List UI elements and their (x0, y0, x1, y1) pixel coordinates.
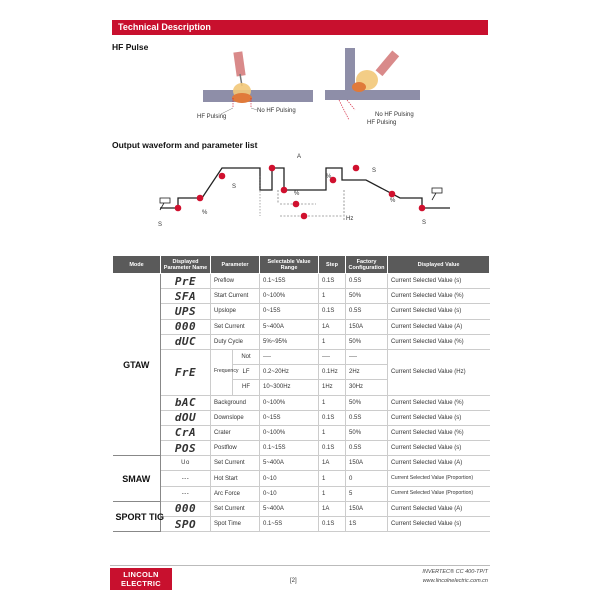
col-displayed-name: Displayed Parameter Name (161, 256, 211, 274)
output-waveform-diagram (150, 150, 460, 232)
step-cell: ---- (319, 349, 346, 364)
col-factory: Factory Configuration (346, 256, 388, 274)
table-row (113, 334, 490, 349)
table-row (113, 319, 490, 334)
marker-postflow (419, 205, 426, 212)
factory-cell: 0.5S (346, 441, 388, 456)
range-cell: 0~15S (260, 304, 319, 319)
wave-label-preflow-s: S (158, 222, 163, 228)
display-code: UPS (161, 304, 211, 319)
workpiece-horizontal (325, 90, 420, 100)
factory-cell: 0.5S (346, 410, 388, 425)
table-row (113, 456, 490, 471)
wave-label-duty-pct: % (294, 191, 300, 197)
marker-start-current (197, 195, 204, 202)
step-cell: 0.1S (319, 274, 346, 289)
displayed-value-cell: Current Selected Value (Proportion) (388, 486, 490, 501)
table-row (113, 349, 490, 364)
hf-pulse-title: HF Pulse (112, 42, 149, 52)
displayed-value-cell: Current Selected Value (Hz) (388, 349, 490, 395)
display-code: 000 (161, 319, 211, 334)
step-cell: 1 (319, 289, 346, 304)
range-cell: 5%~95% (260, 334, 319, 349)
factory-cell: 50% (346, 425, 388, 440)
step-cell: 1A (319, 319, 346, 334)
step-cell: 1 (319, 486, 346, 501)
marker-crater (389, 191, 396, 198)
factory-cell: 1S (346, 517, 388, 532)
col-displayed-value: Displayed Value (388, 256, 490, 274)
marker-set-current (269, 165, 276, 172)
factory-cell: 0.5S (346, 274, 388, 289)
parameter-name: Crater (211, 425, 260, 440)
range-cell: 0.1~15S (260, 274, 319, 289)
website-link[interactable]: www.lincolnelectric.com.cn (422, 578, 488, 584)
section-header-bar (112, 20, 488, 35)
display-code: dUC (161, 334, 211, 349)
displayed-value-cell: Current Selected Value (Proportion) (388, 471, 490, 486)
hf-pulse-diagram-flat (195, 46, 325, 132)
displayed-value-cell: Current Selected Value (s) (388, 441, 490, 456)
range-cell: 0~10 (260, 471, 319, 486)
display-code: POS (161, 441, 211, 456)
range-cell: 5~400A (260, 501, 319, 516)
parameter-name: Arc Force (211, 486, 260, 501)
parameter-name: Set Current (211, 501, 260, 516)
parameter-name: Set Current (211, 319, 260, 334)
parameter-name: Downslope (211, 410, 260, 425)
display-code: bAC (161, 395, 211, 410)
factory-cell: 50% (346, 334, 388, 349)
factory-cell: 0.5S (346, 304, 388, 319)
displayed-value-cell: Current Selected Value (s) (388, 517, 490, 532)
wave-label-a: A (297, 154, 302, 160)
parameter-name: Upslope (211, 304, 260, 319)
parameter-name: Postflow (211, 441, 260, 456)
frequency-sub-mode: HF (233, 380, 260, 395)
hf-pulsing-label-right: HF Pulsing (367, 120, 397, 126)
wave-label-upslope-s: S (232, 184, 237, 190)
parameter-table (112, 255, 490, 532)
parameter-name: Spot Time (211, 517, 260, 532)
torch-body (233, 51, 245, 76)
gas-valve-icon-end (432, 188, 442, 200)
factory-cell: 150A (346, 501, 388, 516)
lincoln-electric-logo (110, 568, 172, 590)
logo-line-2: ELECTRIC (121, 579, 161, 588)
wave-label-hz: Hz (346, 216, 354, 222)
range-cell: 0.1~5S (260, 517, 319, 532)
weld-pool-angled (352, 82, 366, 92)
step-cell: 0.1S (319, 304, 346, 319)
factory-cell: ---- (346, 349, 388, 364)
range-cell: 10~300Hz (260, 380, 319, 395)
page-number: [2] (290, 578, 297, 584)
factory-cell: 50% (346, 395, 388, 410)
parameter-name: Frequency (211, 349, 233, 395)
frequency-sub-mode: LF (233, 365, 260, 380)
range-cell: 0.2~20Hz (260, 365, 319, 380)
torch-body-angled (376, 50, 400, 76)
table-row (113, 410, 490, 425)
mode-gtaw: GTAW (113, 274, 161, 456)
factory-cell: 150A (346, 456, 388, 471)
col-range: Selectable Value Range (260, 256, 319, 274)
waveform-title: Output waveform and parameter list (112, 140, 258, 150)
marker-preflow (175, 205, 182, 212)
parameter-name: Start Current (211, 289, 260, 304)
step-cell: 1 (319, 334, 346, 349)
marker-upslope (219, 173, 226, 180)
displayed-value-cell: Current Selected Value (A) (388, 319, 490, 334)
parameter-name: Preflow (211, 274, 260, 289)
step-cell: 0.1S (319, 410, 346, 425)
displayed-value-cell: Current Selected Value (%) (388, 289, 490, 304)
nohf-zone-line-right (347, 100, 355, 110)
table-row (113, 395, 490, 410)
displayed-value-cell: Current Selected Value (s) (388, 304, 490, 319)
displayed-value-cell: Current Selected Value (%) (388, 334, 490, 349)
step-cell: 0.1Hz (319, 365, 346, 380)
displayed-value-cell: Current Selected Value (A) (388, 501, 490, 516)
hf-pulsing-label-left: HF Pulsing (197, 114, 227, 120)
range-cell: ---- (260, 349, 319, 364)
factory-cell: 2Hz (346, 365, 388, 380)
parameter-name: Set Current (211, 456, 260, 471)
range-cell: 0~15S (260, 410, 319, 425)
displayed-value-cell: Current Selected Value (s) (388, 410, 490, 425)
table-row (113, 441, 490, 456)
footer-divider (110, 565, 490, 566)
step-cell: 0.1S (319, 517, 346, 532)
table-row (113, 425, 490, 440)
step-cell: 0.1S (319, 441, 346, 456)
factory-cell: 30Hz (346, 380, 388, 395)
range-cell: 0~100% (260, 395, 319, 410)
range-cell: 0~100% (260, 289, 319, 304)
col-parameter: Parameter (211, 256, 260, 274)
factory-cell: 50% (346, 289, 388, 304)
table-row (113, 471, 490, 486)
hf-zone-line-right (339, 100, 349, 120)
waveform-line (160, 168, 450, 208)
displayed-value-cell: Current Selected Value (%) (388, 425, 490, 440)
factory-cell: 5 (346, 486, 388, 501)
wave-label-downslope-s: S (372, 168, 377, 174)
table-row (113, 274, 490, 289)
display-code: dOU (161, 410, 211, 425)
display-code: PrE (161, 274, 211, 289)
table-row (113, 501, 490, 516)
display-code: CrA (161, 425, 211, 440)
table-row (113, 304, 490, 319)
step-cell: 1 (319, 425, 346, 440)
workpiece-vertical (345, 48, 355, 100)
displayed-value-cell: Current Selected Value (s) (388, 274, 490, 289)
display-code: SFA (161, 289, 211, 304)
header-title: Technical Description (118, 22, 211, 32)
col-step: Step (319, 256, 346, 274)
step-cell: 1 (319, 395, 346, 410)
display-code: Uo (161, 456, 211, 471)
range-cell: 0~100% (260, 425, 319, 440)
display-code: 000 (161, 501, 211, 516)
display-code: FrE (161, 349, 211, 395)
mode-smaw: SMAW (113, 456, 161, 502)
display-code: --- (161, 471, 211, 486)
logo-line-1: LINCOLN (123, 570, 159, 579)
frequency-sub-mode: Not (233, 349, 260, 364)
marker-frequency (301, 213, 308, 220)
step-cell: 1A (319, 456, 346, 471)
col-mode: Mode (113, 256, 161, 274)
display-code: --- (161, 486, 211, 501)
range-cell: 5~400A (260, 319, 319, 334)
no-hf-pulsing-label-left: No HF Pulsing (257, 108, 296, 114)
marker-background (281, 187, 288, 194)
display-code: SPO (161, 517, 211, 532)
range-cell: 0.1~15S (260, 441, 319, 456)
wave-label-bg-pct: % (326, 174, 332, 180)
displayed-value-cell: Current Selected Value (%) (388, 395, 490, 410)
table-header-row (113, 256, 490, 274)
no-hf-pulsing-label-right: No HF Pulsing (375, 112, 414, 118)
table-row (113, 289, 490, 304)
wave-label-crater-pct: % (390, 198, 396, 204)
product-name: INVERTEC® CC 400-TP/T (422, 569, 488, 575)
step-cell: 1A (319, 501, 346, 516)
workpiece-plate (203, 90, 313, 102)
parameter-name: Hot Start (211, 471, 260, 486)
factory-cell: 0 (346, 471, 388, 486)
range-cell: 5~400A (260, 456, 319, 471)
parameter-name: Background (211, 395, 260, 410)
hf-pulse-diagram-corner (325, 44, 425, 134)
wave-label-postflow-s: S (422, 220, 427, 226)
range-cell: 0~10 (260, 486, 319, 501)
wave-label-start-pct: % (202, 210, 208, 216)
parameter-name: Duty Cycle (211, 334, 260, 349)
displayed-value-cell: Current Selected Value (A) (388, 456, 490, 471)
table-row (113, 486, 490, 501)
weld-pool (232, 93, 252, 103)
marker-duty-cycle (293, 201, 300, 208)
table-row (113, 517, 490, 532)
step-cell: 1Hz (319, 380, 346, 395)
factory-cell: 150A (346, 319, 388, 334)
mode-sport-tig: SPORT TIG (113, 501, 161, 531)
marker-downslope (353, 165, 360, 172)
step-cell: 1 (319, 471, 346, 486)
